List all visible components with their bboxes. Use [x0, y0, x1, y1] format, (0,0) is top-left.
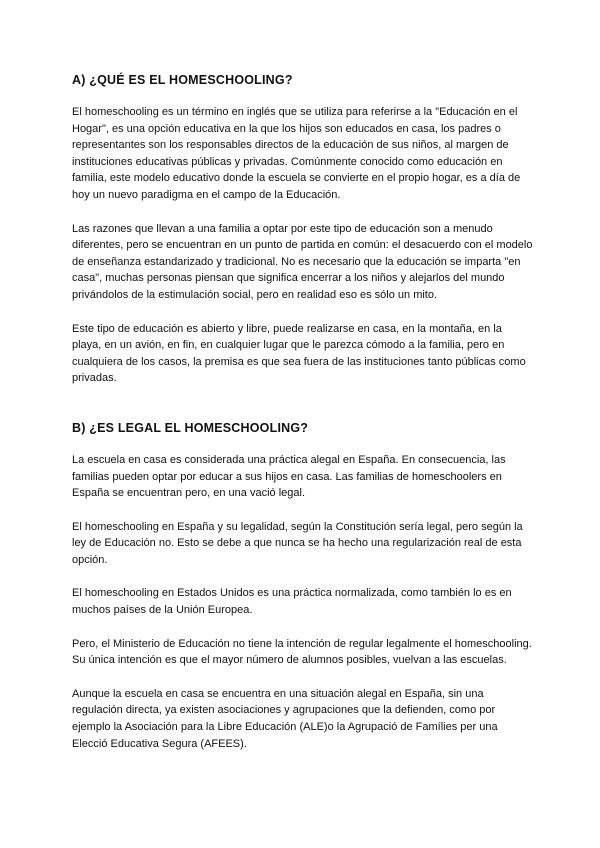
section-b-paragraph-5: Aunque la escuela en casa se encuentra en una situación alegal en España, sin una regulación directa, ya existen asociaciones y agrupaciones que la defienden, como por ejemplo la Asociación para la Libre Educación (ALE)o la Agrupació de Famílies per una Elecció Educativa Segura (AFEES).	[72, 687, 498, 750]
document-content	[72, 72, 534, 752]
section-a-title: A) ¿QUÉ ES EL HOMESCHOOLING?	[72, 73, 293, 87]
section-b-paragraph-1: La escuela en casa es considerada una práctica alegal en España. En consecuencia, las familias pueden optar por educar a sus hijos en casa. Las familias de homeschoolers en España se encuentran pero, en una vació legal.	[72, 453, 506, 500]
section-a-paragraph-1: El homeschooling es un término en inglés que se utiliza para referirse a la "Educación en el Hogar", es una opción educativa en la que los hijos son educados en casa, los padres o representantes son los responsables directos de la educación de sus niños, al margen de instituciones educativas públicas y privadas. Comúnmente conocido como educación en familia, este modelo educativo donde la escuela se convierte en el propio hogar, es a día de hoy un nuevo paradigma en el campo de la Educación.	[72, 106, 521, 201]
section-b-title: B) ¿ES LEGAL EL HOMESCHOOLING?	[72, 420, 309, 435]
section-a-paragraph-2: Las razones que llevan a una familia a optar por este tipo de educación son a menudo diferentes, pero se encuentran en un punto de partida en común: el desacuerdo con el modelo de enseñanza estandarizado y tradicional. No es necesario que la educación se imparta "en casa", muchas personas piensan que significa encerrar a los niños y alejarlos del mundo privándolos de la estimulación social, pero en realidad eso es sólo un mito.	[72, 222, 533, 301]
section-b-paragraph-2: El homeschooling en España y su legalidad, según la Constitución sería legal, pero según la ley de Educación no. Esto se debe a que nunca se ha hecho una regularización real de esta opción.	[72, 520, 523, 566]
section-a-paragraph-3: Este tipo de educación es abierto y libre, puede realizarse en casa, en la montaña, en la playa, en un avión, en fin, en cualquier lugar que le parezca cómodo a la familia, pero en cualquiera de los casos, la premisa es que sea fuera de las instituciones tanto públicas como privadas.	[72, 322, 526, 385]
section-b-paragraph-4: Pero, el Ministerio de Educación no tiene la intención de regular legalmente el homeschooling. Su única intención es que el mayor número de alumnos posibles, vuelvan a las escuelas.	[72, 637, 532, 667]
section-b-paragraph-3: El homeschooling en Estados Unidos es una práctica normalizada, como también lo es en muchos países de la Unión Europea.	[72, 587, 512, 617]
